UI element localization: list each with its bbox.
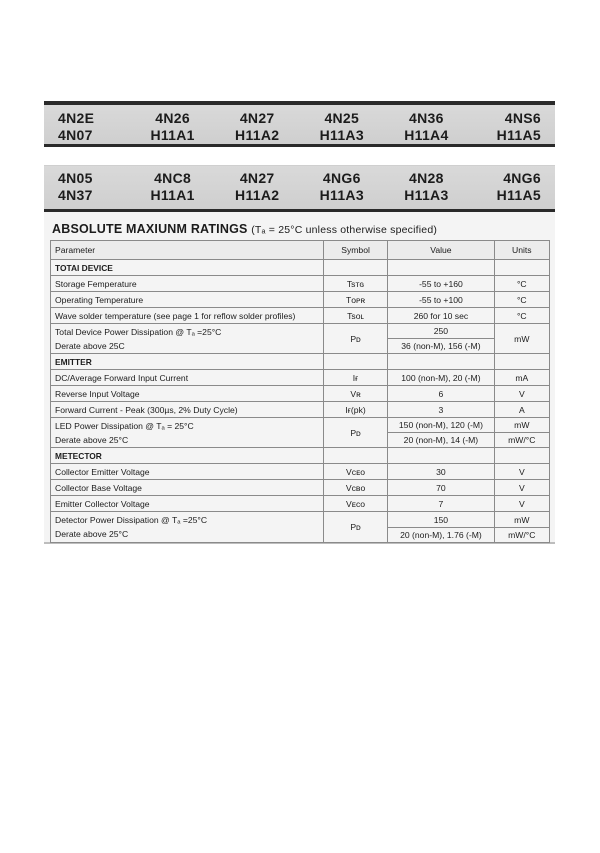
header-parameter: Parameter (51, 241, 324, 260)
param-cell (51, 324, 324, 354)
value-cell: -55 to +160 (388, 276, 494, 292)
part-number: H11A2 (235, 187, 280, 203)
table-row (51, 480, 550, 496)
unit-cell: V (494, 480, 549, 496)
unit-line: mW (514, 420, 530, 430)
table-row (51, 512, 550, 543)
part-number-group (143, 170, 203, 204)
value-line: 150 (433, 514, 449, 525)
section-row (51, 354, 550, 370)
part-number-group (227, 170, 287, 204)
param-cell (51, 512, 324, 543)
table-row (51, 308, 550, 324)
part-number: 4N36 (409, 110, 444, 126)
section-row (51, 260, 550, 276)
unit-cell: °C (494, 276, 549, 292)
section-row (51, 448, 550, 464)
param-cell: Collector Emitter Voltage (51, 464, 324, 480)
value-cell: 30 (388, 464, 494, 480)
value-cell: 7 (388, 496, 494, 512)
part-number: H11A5 (496, 127, 541, 143)
part-number: 4N26 (155, 110, 190, 126)
unit-cell: A (494, 402, 549, 418)
table-row (51, 324, 550, 354)
section-detector: METECTOR (51, 448, 324, 464)
part-number: 4N27 (239, 110, 275, 126)
param-line: Total Device Power Dissipation @ Tₐ =25°C (55, 326, 222, 337)
part-number: H11A1 (150, 127, 195, 143)
part-number: 4N07 (58, 127, 93, 143)
part-number: H11A3 (319, 187, 364, 203)
table-row (51, 418, 550, 448)
part-number-group (312, 110, 372, 144)
value-line: 36 (non-M), 156 (-M) (388, 338, 493, 353)
param-cell: DC/Average Forward Input Current (51, 370, 324, 386)
header-units: Units (494, 241, 549, 260)
section-emitter: EMITTER (51, 354, 324, 370)
part-number: 4N27 (239, 170, 275, 186)
part-number-header-top (44, 101, 555, 147)
value-cell (388, 512, 494, 543)
symbol-cell: Iғ (323, 370, 387, 386)
param-cell: Storage Femperature (51, 276, 324, 292)
value-cell: 100 (non-M), 20 (-M) (388, 370, 494, 386)
param-cell: Wave solder temperature (see page 1 for reflow solder profiles) (51, 308, 324, 324)
symbol-cell: Vʀ (323, 386, 387, 402)
table-row (51, 464, 550, 480)
value-cell: 260 for 10 sec (388, 308, 494, 324)
unit-cell (494, 418, 549, 448)
param-line: LED Power Dissipation @ Tₐ = 25°C (55, 420, 194, 431)
ratings-title-main: ABSOLUTE MAXIUNM RATINGS (52, 222, 248, 236)
header-value: Value (388, 241, 494, 260)
table-row (51, 402, 550, 418)
part-number: H11A1 (150, 187, 195, 203)
unit-line: mW (514, 514, 530, 525)
ratings-title (52, 222, 437, 236)
table-header-row (51, 241, 550, 260)
table-row (51, 370, 550, 386)
value-cell: -55 to +100 (388, 292, 494, 308)
table-row (51, 386, 550, 402)
part-number: 4N37 (58, 187, 93, 203)
param-line: Derate above 25C (55, 340, 125, 351)
table-row (51, 292, 550, 308)
param-cell: Forward Current - Peak (300µs, 2% Duty Cycle) (51, 402, 324, 418)
symbol-cell: Pᴅ (323, 418, 387, 448)
value-line: 20 (non-M), 14 (-M) (388, 432, 493, 447)
part-number-group (396, 110, 456, 144)
unit-cell: mA (494, 370, 549, 386)
part-number-group (227, 110, 287, 144)
param-cell: Collector Base Voltage (51, 480, 324, 496)
table-row (51, 496, 550, 512)
param-cell: Emitter Collector Voltage (51, 496, 324, 512)
param-line: Derate above 25°C (55, 529, 129, 539)
header-symbol: Symbol (323, 241, 387, 260)
unit-cell: °C (494, 292, 549, 308)
param-line: Derate above 25°C (55, 434, 129, 445)
part-number: H11A4 (404, 127, 449, 143)
symbol-cell: Vᴄʙᴏ (323, 480, 387, 496)
unit-line: mW/°C (495, 527, 549, 542)
part-number-group (143, 110, 203, 144)
param-cell (51, 418, 324, 448)
value-cell (388, 418, 494, 448)
part-number-header-second (44, 165, 555, 212)
unit-line: mW/°C (495, 432, 549, 447)
part-number: 4NG6 (503, 170, 541, 186)
symbol-cell: Pᴅ (323, 324, 387, 354)
part-number: 4NG6 (322, 170, 361, 186)
part-number: H11A5 (496, 187, 541, 203)
part-number-group (58, 110, 118, 144)
value-line: 20 (non-M), 1.76 (-M) (388, 527, 493, 542)
part-number-group (481, 110, 541, 144)
symbol-cell: Iғ(pk) (323, 402, 387, 418)
param-line: Detector Power Dissipation @ Tₐ =25°C (55, 515, 208, 525)
value-cell: 6 (388, 386, 494, 402)
unit-cell: mW (494, 324, 549, 354)
unit-cell (494, 512, 549, 543)
symbol-cell: Tᴏᴘʀ (323, 292, 387, 308)
symbol-cell: Pᴅ (323, 512, 387, 543)
symbol-cell: Tsᴛɢ (323, 276, 387, 292)
param-cell: Reverse Input Voltage (51, 386, 324, 402)
unit-cell: V (494, 464, 549, 480)
unit-cell: V (494, 386, 549, 402)
value-cell: 70 (388, 480, 494, 496)
value-line: 250 (433, 326, 449, 336)
part-number: H11A3 (404, 187, 449, 203)
ratings-title-condition: (Tₐ = 25°C unless otherwise specified) (251, 224, 438, 236)
part-number-group (58, 170, 118, 204)
value-cell (388, 324, 494, 354)
part-number: 4N2E (58, 110, 95, 126)
table-row (51, 276, 550, 292)
unit-cell: °C (494, 308, 549, 324)
value-cell: 3 (388, 402, 494, 418)
part-number: 4N28 (409, 170, 444, 186)
part-number: 4N25 (324, 110, 360, 126)
symbol-cell: Tsᴏʟ (323, 308, 387, 324)
part-number: 4NS6 (504, 110, 541, 126)
ratings-sheet (44, 212, 555, 544)
param-cell: Operating Temperature (51, 292, 324, 308)
section-total-device: TOTAI DEVICE (51, 260, 324, 276)
symbol-cell: Vᴄᴇᴏ (323, 464, 387, 480)
part-number-group (396, 170, 456, 204)
part-number: H11A2 (235, 127, 280, 143)
ratings-table (50, 240, 550, 543)
part-number: 4NC8 (154, 170, 192, 186)
symbol-cell: Vᴇᴄᴏ (323, 496, 387, 512)
part-number: H11A3 (319, 127, 364, 143)
value-line: 150 (non-M), 120 (-M) (398, 420, 483, 430)
unit-cell: V (494, 496, 549, 512)
part-number: 4N05 (58, 170, 93, 186)
part-number-group (481, 170, 541, 204)
part-number-group (312, 170, 372, 204)
